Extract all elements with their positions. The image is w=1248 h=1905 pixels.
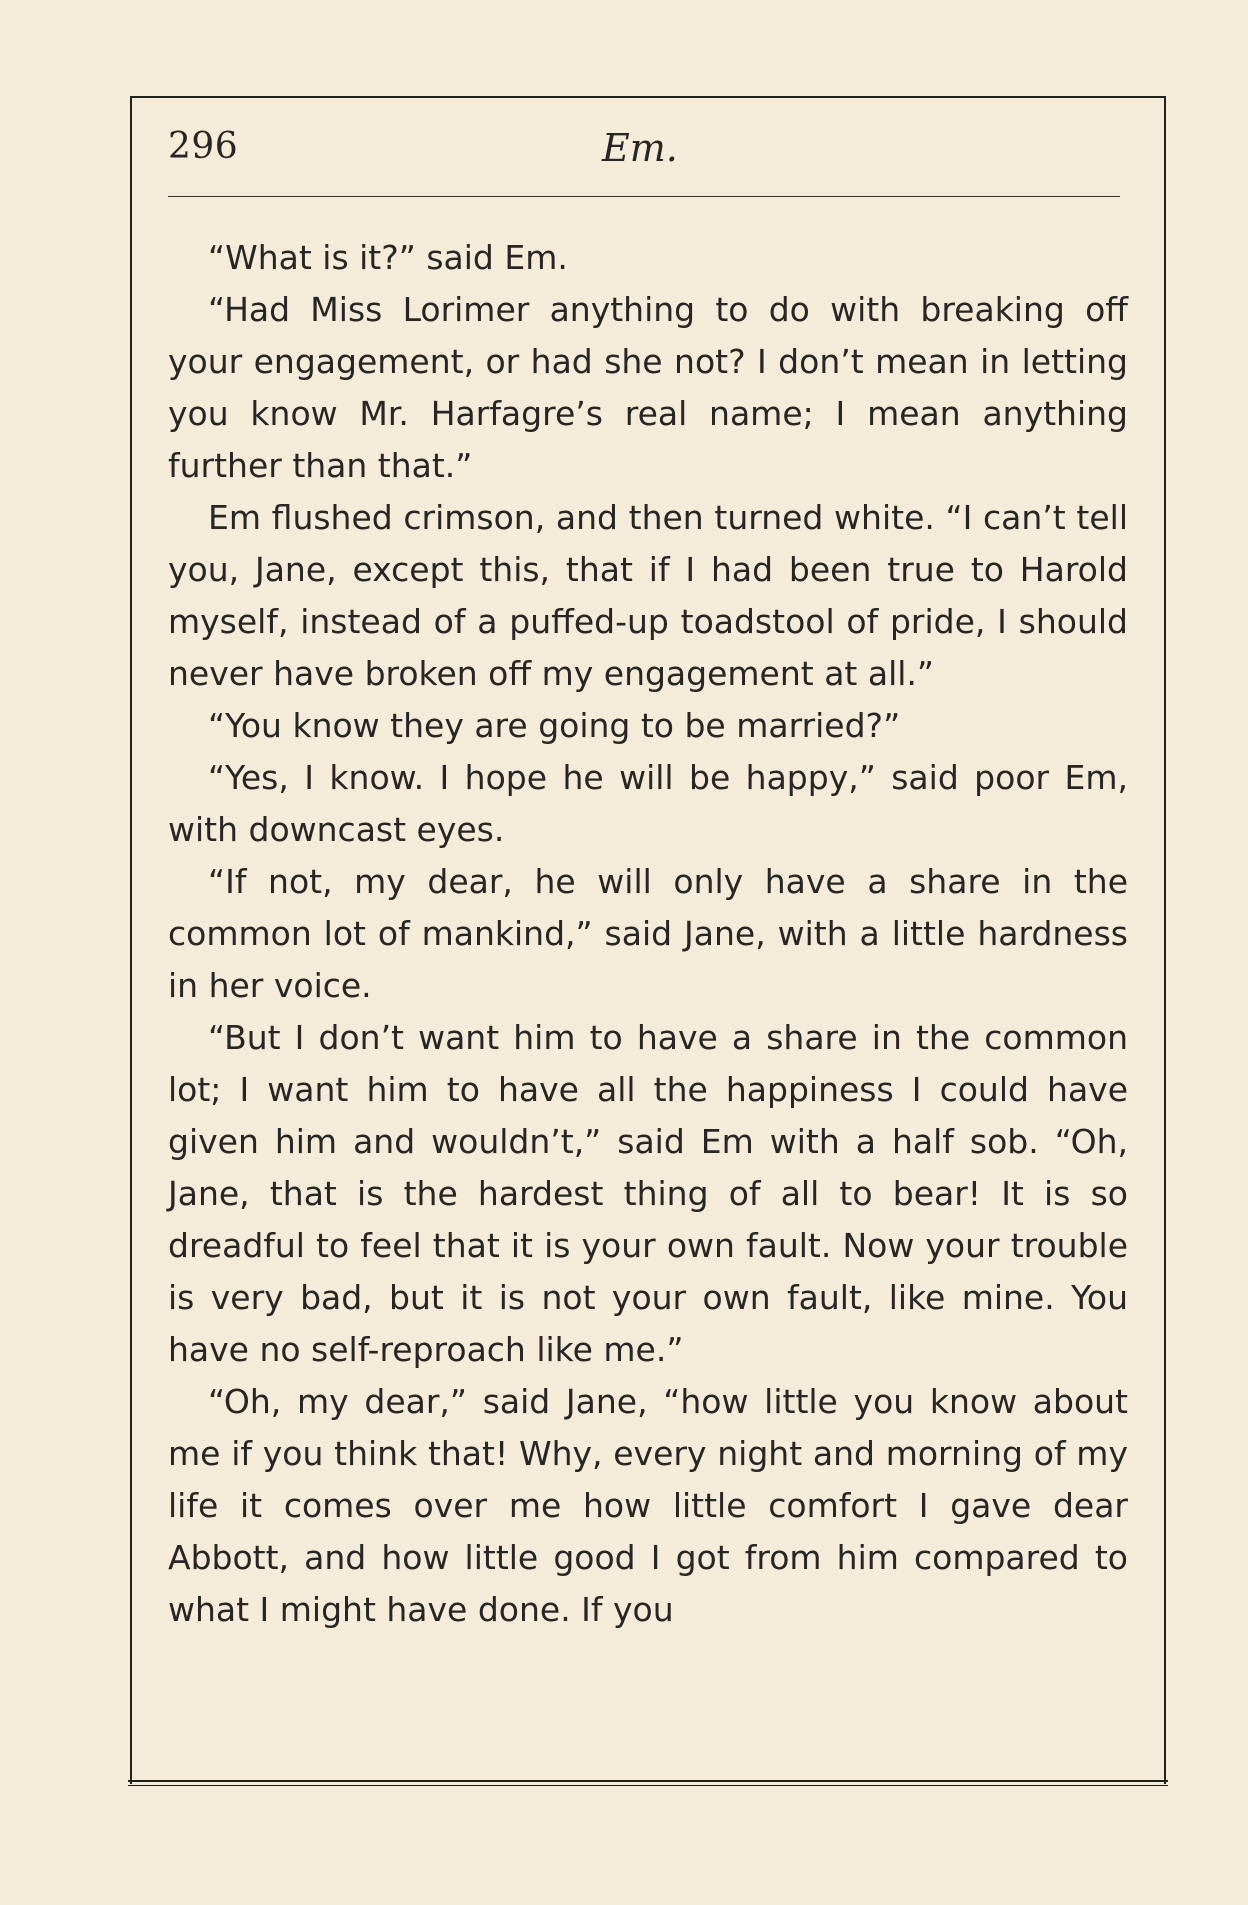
paragraph-3: Em flushed crimson, and then turned white. “I can’t tell you, Jane, except this, that if I had been true to Harold myself, instead of a puffed-up toadstool of pride, I should never have broken off my engagement at all.” xyxy=(168,498,1128,693)
paragraph-1: “What is it?” said Em. xyxy=(208,238,568,277)
header-rule xyxy=(168,196,1120,197)
paragraph-7: “But I don’t want him to have a share in the common lot; I want him to have all the happiness I could have given him and wouldn’t,” said Em with a half sob. “Oh, Jane, that is the hardest thing of all to bear! It is so dreadful to feel that it is your own fault. Now your trouble is very bad, but it is not your own fault, like mine. You have no self-reproach like me.” xyxy=(168,1018,1128,1369)
paragraph-8: “Oh, my dear,” said Jane, “how little you know about me if you think that! Why, every night and morning of my life it comes over me how little comfort I gave dear Abbott, and how little good I got from him compared to what I might have done. If you xyxy=(168,1382,1128,1629)
body-text xyxy=(168,232,1128,1636)
page-number: 296 xyxy=(168,126,239,167)
paragraph-5: “Yes, I know. I hope he will be happy,” said poor Em, with downcast eyes. xyxy=(168,758,1128,849)
bottom-rule xyxy=(128,1780,1168,1786)
running-title: Em. xyxy=(602,126,678,170)
paragraph-2: “Had Miss Lorimer anything to do with breaking off your engagement, or had she not? I don’t mean in letting you know Mr. Harfagre’s real name; I mean anything further than that.” xyxy=(168,290,1128,485)
paragraph-4: “You know they are going to be married?” xyxy=(208,706,901,745)
paragraph-6: “If not, my dear, he will only have a share in the common lot of mankind,” said Jane, with a little hardness in her voice. xyxy=(168,862,1128,1005)
page-header xyxy=(168,126,1120,186)
